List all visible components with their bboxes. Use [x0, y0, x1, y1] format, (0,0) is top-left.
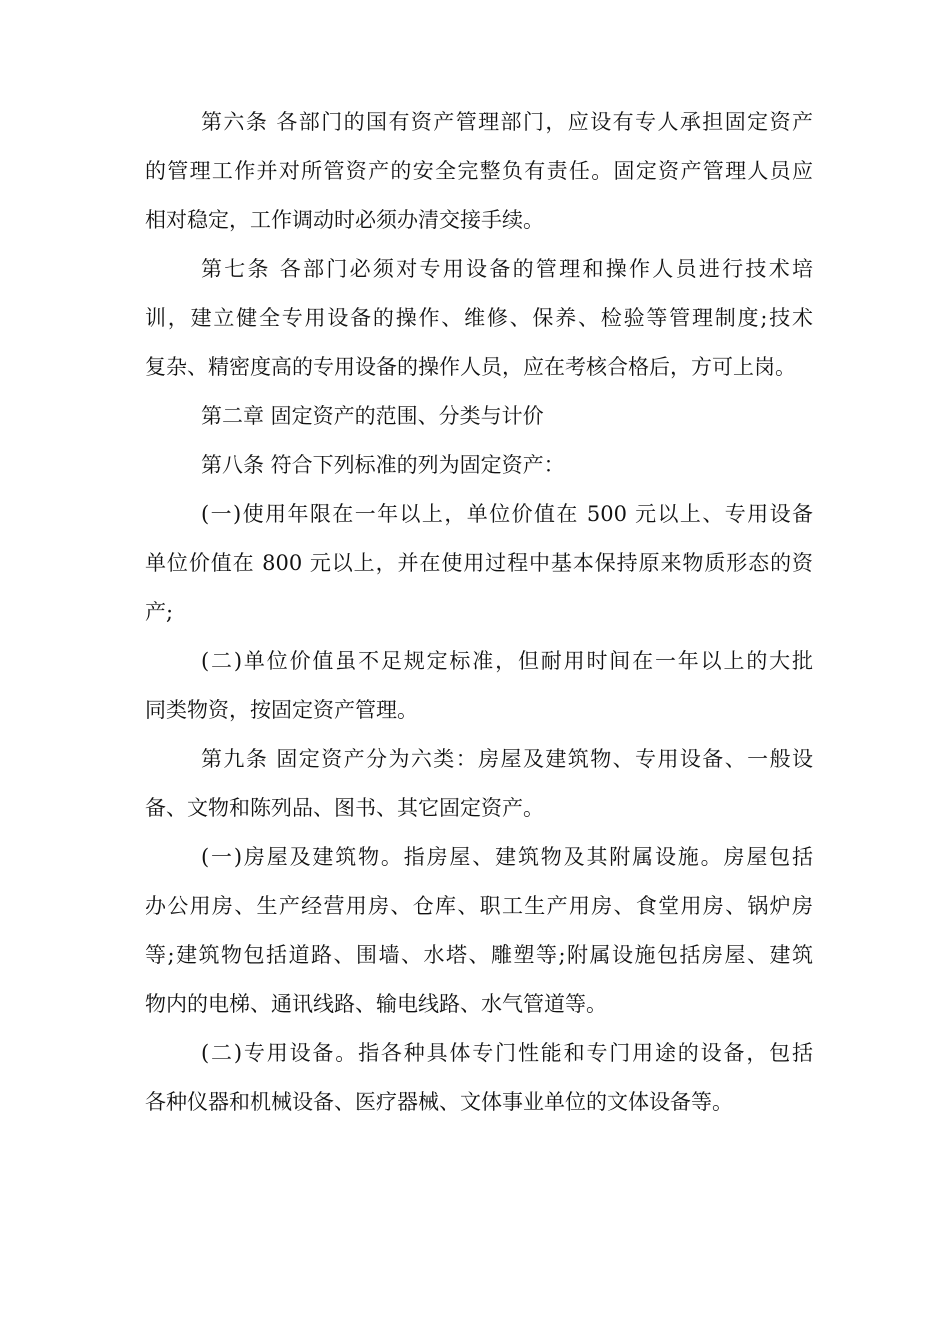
text-line: 同类物资，按固定资产管理。 [145, 698, 418, 722]
text-line: 训，建立健全专用设备的操作、维修、保养、检验等管理制度;技术 [145, 306, 813, 330]
text-line: 等;建筑物包括道路、围墙、水塔、雕塑等;附属设施包括房屋、建筑 [145, 943, 813, 967]
text-line: 办公用房、生产经营用房、仓库、职工生产用房、食堂用房、锅炉房 [145, 894, 813, 918]
text-line: (一)房屋及建筑物。指房屋、建筑物及其附属设施。房屋包括 [201, 845, 813, 869]
paragraph-article-6 [145, 98, 813, 245]
document-page [145, 98, 813, 1127]
paragraph-article-9-item-2 [145, 1029, 813, 1127]
paragraph-article-9 [145, 735, 813, 833]
text-line: 各种仪器和机械设备、医疗器械、文体事业单位的文体设备等。 [145, 1090, 733, 1114]
text-line: 复杂、精密度高的专用设备的操作人员，应在考核合格后，方可上岗。 [145, 355, 796, 379]
text-line: 备、文物和陈列品、图书、其它固定资产。 [145, 796, 544, 820]
text-line: 相对稳定，工作调动时必须办清交接手续。 [145, 208, 544, 232]
paragraph-article-9-item-1 [145, 833, 813, 1029]
chapter-2-heading [145, 392, 813, 441]
text-line: 物内的电梯、通讯线路、输电线路、水气管道等。 [145, 992, 607, 1016]
text-line: 第八条 符合下列标准的列为固定资产： [201, 453, 565, 477]
paragraph-article-8 [145, 441, 813, 490]
text-line: (二)专用设备。指各种具体专门性能和专门用途的设备，包括 [201, 1041, 813, 1065]
text-line: 的管理工作并对所管资产的安全完整负有责任。固定资产管理人员应 [145, 159, 813, 183]
text-line: 产; [145, 600, 174, 624]
text-line: 第九条 固定资产分为六类：房屋及建筑物、专用设备、一般设 [201, 747, 813, 771]
text-line: (一)使用年限在一年以上，单位价值在 500 元以上、专用设备 [201, 502, 813, 526]
paragraph-article-8-item-1 [145, 490, 813, 637]
text-line: 第七条 各部门必须对专用设备的管理和操作人员进行技术培 [201, 257, 813, 281]
text-line: 单位价值在 800 元以上，并在使用过程中基本保持原来物质形态的资 [145, 551, 813, 575]
paragraph-article-7 [145, 245, 813, 392]
text-line: 第六条 各部门的国有资产管理部门，应设有专人承担固定资产 [201, 110, 813, 134]
paragraph-article-8-item-2 [145, 637, 813, 735]
text-line: 第二章 固定资产的范围、分类与计价 [201, 404, 544, 428]
text-line: (二)单位价值虽不足规定标准，但耐用时间在一年以上的大批 [201, 649, 813, 673]
